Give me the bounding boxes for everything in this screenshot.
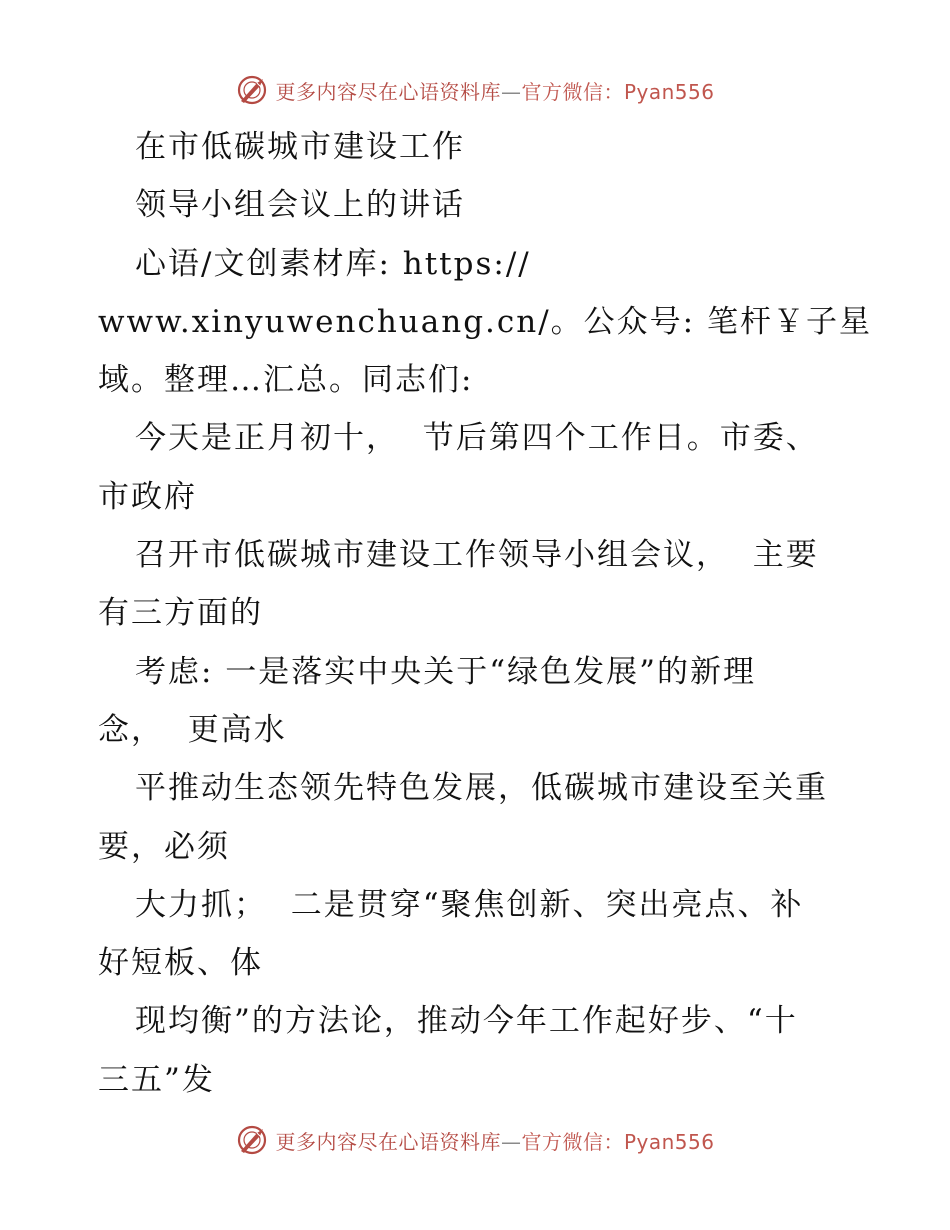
text-line: 三五”发	[98, 1061, 215, 1098]
text-line: 现均衡”的方法论，推动今年工作起好步、“十	[135, 1003, 798, 1040]
text-line: 市政府	[98, 478, 197, 515]
text-line: 念， 更高水	[98, 711, 287, 748]
text-line: 大力抓； 二是贯穿“聚焦创新、突出亮点、补	[135, 886, 804, 923]
footer-banner	[0, 1120, 950, 1160]
text-line: 领导小组会议上的讲话	[135, 187, 465, 224]
header-banner	[0, 70, 950, 110]
text-line: 召开市低碳城市建设工作领导小组会议， 主要	[135, 537, 819, 574]
quill-pen-circle-icon	[235, 1123, 269, 1157]
quill-pen-circle-icon	[235, 73, 269, 107]
text-line: 心语/文创素材库: https://	[135, 245, 531, 282]
text-line: 考虑: 一是落实中央关于“绿色发展”的新理	[135, 653, 756, 690]
banner-contact: 官方微信：Pyan556	[521, 79, 715, 104]
text-line: 今天是正月初十， 节后第四个工作日。市委、	[135, 420, 819, 457]
banner-text	[275, 1126, 714, 1155]
text-line: 域。整理…汇总。同志们:	[98, 362, 474, 399]
banner-separator: —	[500, 79, 522, 104]
text-line: 有三方面的	[98, 595, 263, 632]
banner-separator: —	[500, 1129, 522, 1154]
text-line: 平推动生态领先特色发展，低碳城市建设至关重	[135, 770, 828, 807]
text-line: 要，必须	[98, 828, 230, 865]
text-line: www.xinyuwenchuang.cn/。公众号: 笔杆￥子星	[98, 303, 872, 340]
text-line: 好短板、体	[98, 945, 263, 982]
banner-contact: 官方微信：Pyan556	[521, 1129, 715, 1154]
banner-slogan: 更多内容尽在心语资料库	[275, 79, 501, 104]
banner-text	[275, 76, 714, 105]
text-line: 在市低碳城市建设工作	[135, 129, 465, 165]
document-body	[98, 118, 898, 1109]
banner-slogan: 更多内容尽在心语资料库	[275, 1129, 501, 1154]
